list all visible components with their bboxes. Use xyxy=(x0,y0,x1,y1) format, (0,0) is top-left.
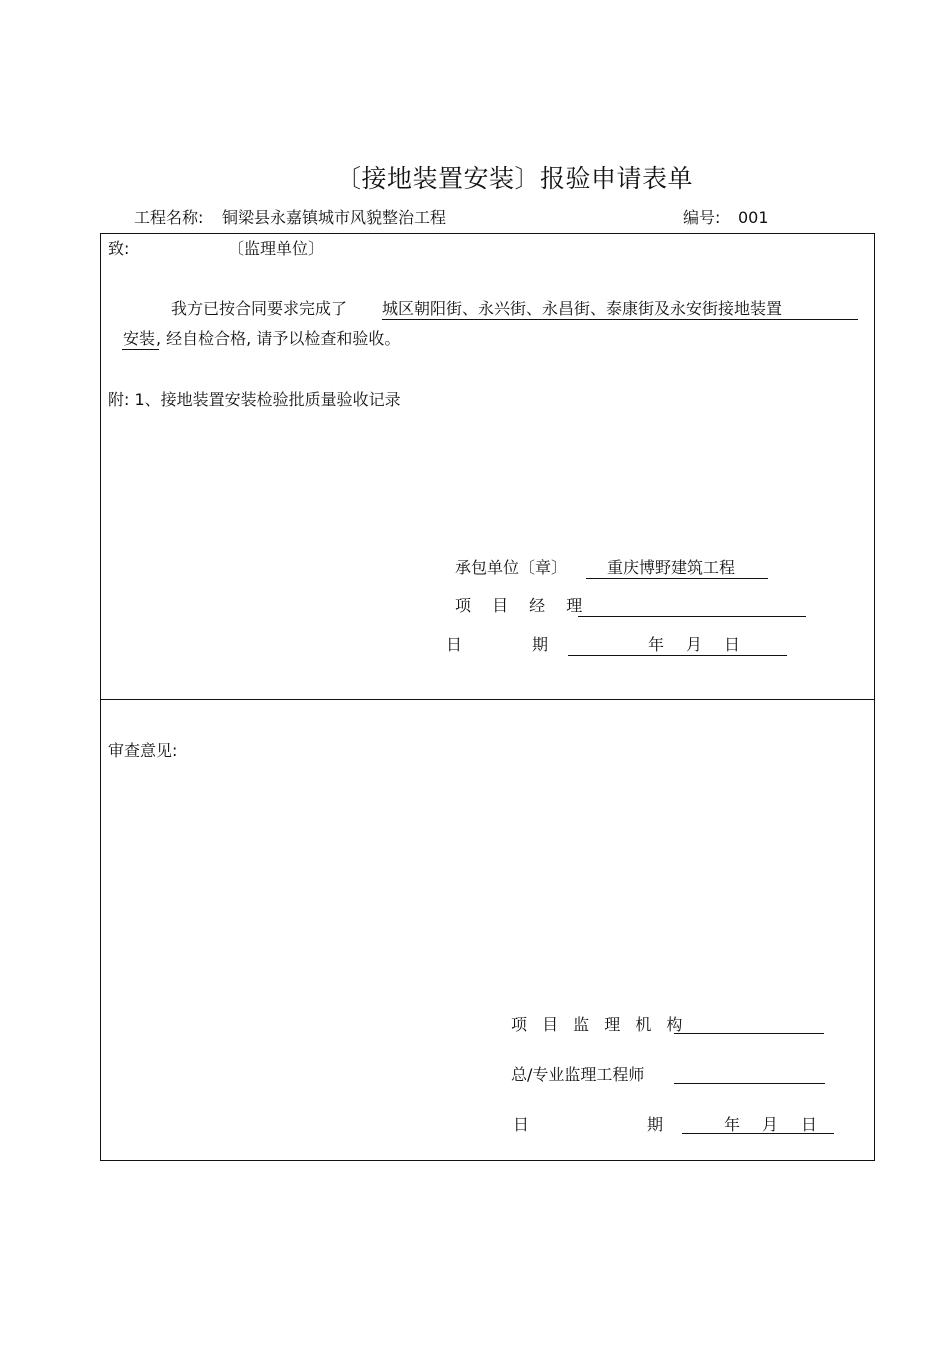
body-underline-1 xyxy=(382,319,858,320)
review-date-underline xyxy=(682,1133,834,1134)
contractor-value: 重庆博野建筑工程 xyxy=(607,558,736,577)
manager-label: 项 目 经 理 xyxy=(455,596,591,615)
supervision-org-line xyxy=(674,1033,824,1034)
application-body-line2-b: , 经自检合格, 请予以检查和验收。 xyxy=(156,329,401,348)
form-number-label: 编号: xyxy=(683,208,721,227)
section-divider xyxy=(101,699,874,700)
review-date-label-a: 日 xyxy=(513,1115,530,1134)
contractor-underline xyxy=(586,578,768,579)
manager-signature-line xyxy=(578,616,806,617)
review-date-day: 日 xyxy=(801,1115,818,1134)
supervision-org-label: 项 目 监 理 机 构 xyxy=(511,1015,688,1034)
date-label-a: 日 xyxy=(446,635,463,654)
review-opinion-label: 审查意见: xyxy=(108,741,178,760)
form-table xyxy=(100,233,875,1161)
supervision-unit-placeholder: 〔监理单位〕 xyxy=(228,239,325,258)
attachment-line: 附: 1、接地装置安装检验批质量验收记录 xyxy=(108,390,401,409)
chief-engineer-line xyxy=(674,1083,825,1084)
contractor-label: 承包单位〔章〕 xyxy=(455,558,568,577)
date-underline xyxy=(568,655,787,656)
review-date-year: 年 xyxy=(724,1115,741,1134)
body-underline-2 xyxy=(122,349,159,350)
application-body-line1-b: 城区朝阳街、永兴街、永昌街、泰康街及永安街接地装置 xyxy=(382,299,783,318)
project-name-value: 铜梁县永嘉镇城市风貌整治工程 xyxy=(222,208,447,227)
addressee-label: 致: xyxy=(108,239,130,258)
form-number-value: 001 xyxy=(738,208,769,227)
date-day: 日 xyxy=(724,635,741,654)
review-date-label-b: 期 xyxy=(647,1115,664,1134)
date-label-b: 期 xyxy=(532,635,549,654)
project-name-label: 工程名称: xyxy=(134,208,204,227)
application-body-line2-a: 安装 xyxy=(123,329,156,348)
document-title: 〔接地装置安装〕报验申请表单 xyxy=(336,164,694,193)
date-month: 月 xyxy=(686,635,703,654)
chief-engineer-label: 总/专业监理工程师 xyxy=(511,1065,645,1084)
date-year: 年 xyxy=(648,635,665,654)
application-body-line1-a: 我方已按合同要求完成了 xyxy=(171,299,348,318)
review-date-month: 月 xyxy=(762,1115,779,1134)
